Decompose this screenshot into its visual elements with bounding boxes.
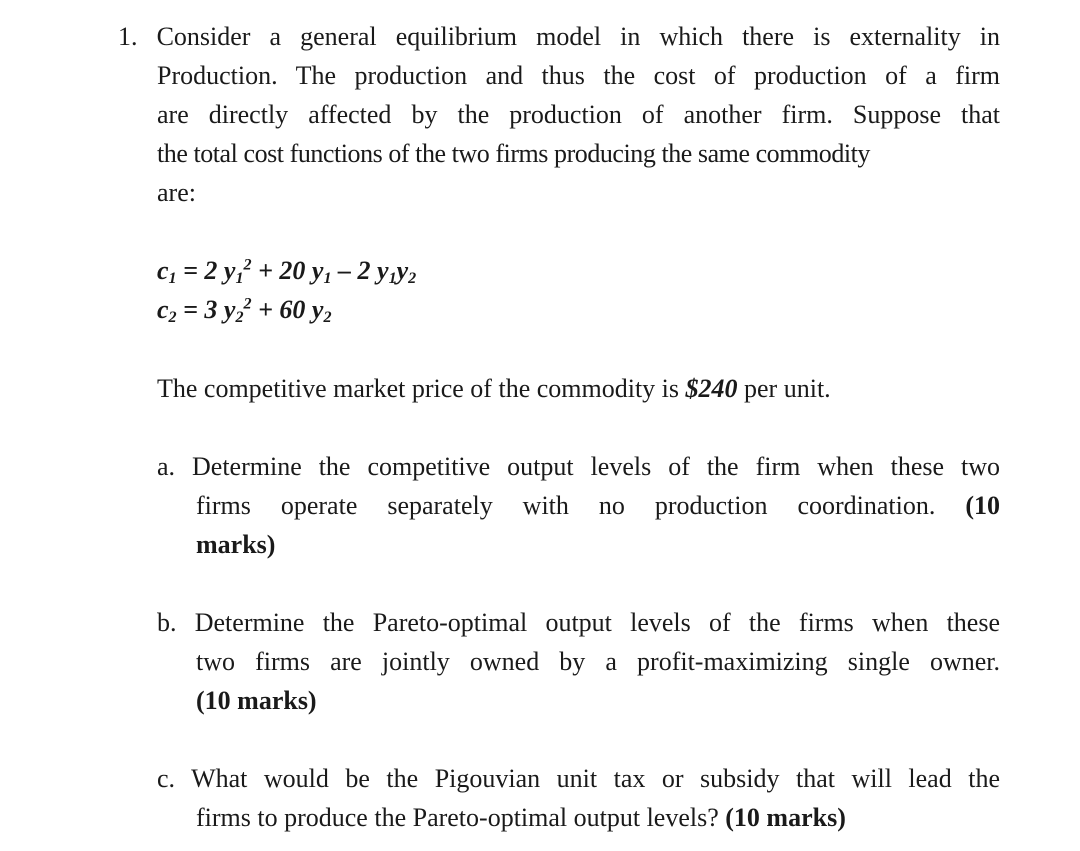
eq1-term1-sub: 1 [235,270,244,288]
part-a-line-2-text: firms operate separately with no production coordination. [196,491,936,520]
part-c-line-1: c. What would be the Pigouvian unit tax or subsidy that will lead the [157,764,1000,793]
eq1-term1-sup: 2 [243,256,252,274]
eq2-lhs-sub: 2 [168,309,177,327]
intro-line-3: are directly affected by the production of another firm. Suppose that [157,100,1000,129]
part-c-line-2 [196,803,846,833]
intro-line-2: Production. The production and thus the cost of production of a firm [157,61,1000,90]
eq1-term3-sub-b: 2 [408,270,417,288]
part-a-line-3 [196,530,275,560]
eq2-lhs: c [157,295,169,324]
cost-equation-firm-1 [157,256,416,286]
part-a-line-2 [196,491,1000,521]
part-c-marks: (10 marks) [725,803,846,832]
intro-line-5: are: [157,178,196,207]
part-b-marks: (10 marks) [196,686,317,715]
part-b-line-3 [196,686,317,716]
cost-equation-firm-2 [157,295,332,325]
eq1-lhs-sub: 1 [168,270,177,288]
eq1-term3-sub-a: 1 [388,270,397,288]
eq1-term3: – 2 y [331,256,389,285]
part-b-line-2: two firms are jointly owned by a profit-maximizing single owner. [196,647,1000,676]
price-statement [157,374,831,404]
eq1-term3-mid: y [396,256,409,285]
part-a-marks-start: (10 [965,491,1000,520]
part-a-marks-end: marks) [196,530,276,559]
intro-line-4: the total cost functions of the two firms producing the same commodity [157,139,870,168]
eq1-term2: + 20 y [251,256,324,285]
eq2-term1-sup: 2 [243,295,252,313]
intro-line-1: 1. Consider a general equilibrium model in which there is externality in [118,22,1000,51]
eq1-lhs: c [157,256,169,285]
eq1-term2-sub: 1 [323,270,332,288]
part-c-line-2-text: firms to produce the Pareto-optimal output levels? [196,803,719,832]
eq2-term2-sub: 2 [323,309,332,327]
price-text-after: per unit. [737,374,831,403]
market-price: $240 [685,374,738,403]
price-text-before: The competitive market price of the commodity is [157,374,686,403]
eq2-term2: + 60 y [251,295,324,324]
eq2-term1-sub: 2 [235,309,244,327]
part-b-line-1: b. Determine the Pareto-optimal output levels of the firms when these [157,608,1000,637]
part-a-line-1: a. Determine the competitive output levels of the firm when these two [157,452,1000,481]
eq2-term1: = 3 y [183,295,236,324]
eq1-term1: = 2 y [183,256,236,285]
